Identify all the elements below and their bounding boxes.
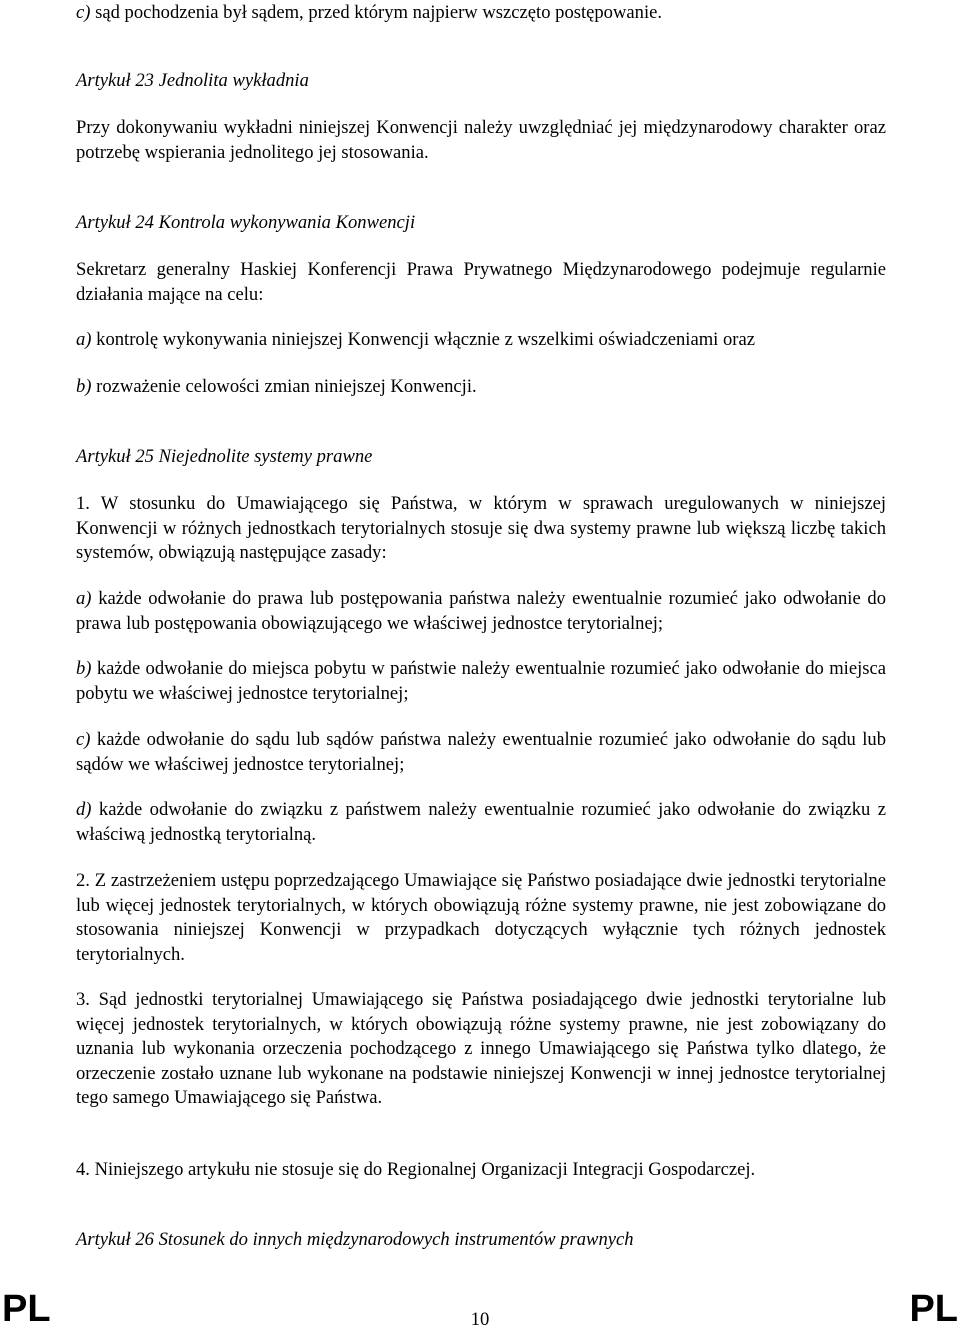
article-25-item-a bbox=[76, 587, 886, 636]
article-25-item-b bbox=[76, 657, 886, 706]
list-item-c bbox=[76, 1, 886, 26]
language-code-left: PL bbox=[2, 1288, 51, 1330]
item-marker: c) bbox=[76, 729, 91, 750]
item-text: każde odwołanie do miejsca pobytu w państwie należy ewentualnie rozumieć jako odwołanie do miejsca pobytu we właściwej jednostce terytorialnej; bbox=[76, 658, 886, 704]
item-text: każde odwołanie do sądu lub sądów państwa należy ewentualnie rozumieć jako odwołanie do sądu lub sądów we właściwej jednostce terytorialnej; bbox=[76, 729, 886, 775]
article-25-paragraph-2: 2. Z zastrzeżeniem ustępu poprzedzającego Umawiające się Państwo posiadające dwie jednostki terytorialne lub więcej jednostek terytorialnych, w których obowiązują różne systemy prawne, nie jest zobowiązane do stosowania niniejszej Konwencji w przypadkach dotyczących wyłącznie tych różnych jednostek terytorialnych. bbox=[76, 870, 886, 965]
item-marker: b) bbox=[76, 376, 92, 397]
article-24-item-b bbox=[76, 375, 886, 400]
page-number: 10 bbox=[470, 1309, 490, 1330]
article-23-heading: Artykuł 23 Jednolita wykładnia bbox=[76, 70, 309, 91]
item-marker: a) bbox=[76, 588, 92, 609]
article-25-item-d bbox=[76, 798, 886, 847]
article-25-item-c bbox=[76, 728, 886, 777]
language-code-right: PL bbox=[909, 1288, 958, 1330]
article-25-paragraph-4: 4. Niniejszego artykułu nie stosuje się do Regionalnej Organizacji Integracji Gospodarczej. bbox=[76, 1159, 756, 1180]
article-23-text: Przy dokonywaniu wykładni niniejszej Konwencji należy uwzględniać jej międzynarodowy charakter oraz potrzebę wspierania jednolitego jej stosowania. bbox=[76, 117, 886, 163]
item-text: każde odwołanie do związku z państwem należy ewentualnie rozumieć jako odwołanie do związku z właściwą jednostką terytorialną. bbox=[76, 799, 886, 845]
article-24-item-a bbox=[76, 328, 886, 353]
item-marker: b) bbox=[76, 658, 92, 679]
item-marker: a) bbox=[76, 329, 92, 350]
item-text: kontrolę wykonywania niniejszej Konwencji włącznie z wszelkimi oświadczeniami oraz bbox=[96, 329, 755, 350]
item-marker: c) bbox=[76, 2, 91, 23]
item-marker: d) bbox=[76, 799, 92, 820]
item-text: rozważenie celowości zmian niniejszej Konwencji. bbox=[96, 376, 477, 397]
article-26-heading: Artykuł 26 Stosunek do innych międzynarodowych instrumentów prawnych bbox=[76, 1229, 634, 1250]
article-24-heading: Artykuł 24 Kontrola wykonywania Konwencji bbox=[76, 212, 416, 233]
article-25-heading: Artykuł 25 Niejednolite systemy prawne bbox=[76, 446, 373, 467]
item-text: każde odwołanie do prawa lub postępowania państwa należy ewentualnie rozumieć jako odwołanie do prawa lub postępowania obowiązującego we właściwej jednostce terytorialnej; bbox=[76, 588, 887, 634]
article-25-paragraph-3: 3. Sąd jednostki terytorialnej Umawiającego się Państwa posiadającego dwie jednostki terytorialne lub więcej jednostek terytorialnych, w których obowiązują różne systemy prawne, nie jest zobowiązany do uznania lub wykonania orzeczenia pochodzącego z innego Umawiającego się Państwa tylko dlatego, że orzeczenie zostało uznane lub wykonane na podstawie niniejszej Konwencji w innej jednostce terytorialnej tego samego Umawiającego się Państwa. bbox=[76, 989, 886, 1108]
article-25-paragraph-1: 1. W stosunku do Umawiającego się Państwa, w którym w sprawach uregulowanych w niniejszej Konwencji w różnych jednostkach terytorialnych stosuje się dwa systemy prawne lub większą liczbę takich systemów, obwiązują następujące zasady: bbox=[76, 493, 886, 563]
article-24-intro: Sekretarz generalny Haskiej Konferencji Prawa Prywatnego Międzynarodowego podejmuje regularnie działania mające na celu: bbox=[76, 259, 886, 305]
item-text: sąd pochodzenia był sądem, przed którym najpierw wszczęto postępowanie. bbox=[95, 2, 663, 23]
